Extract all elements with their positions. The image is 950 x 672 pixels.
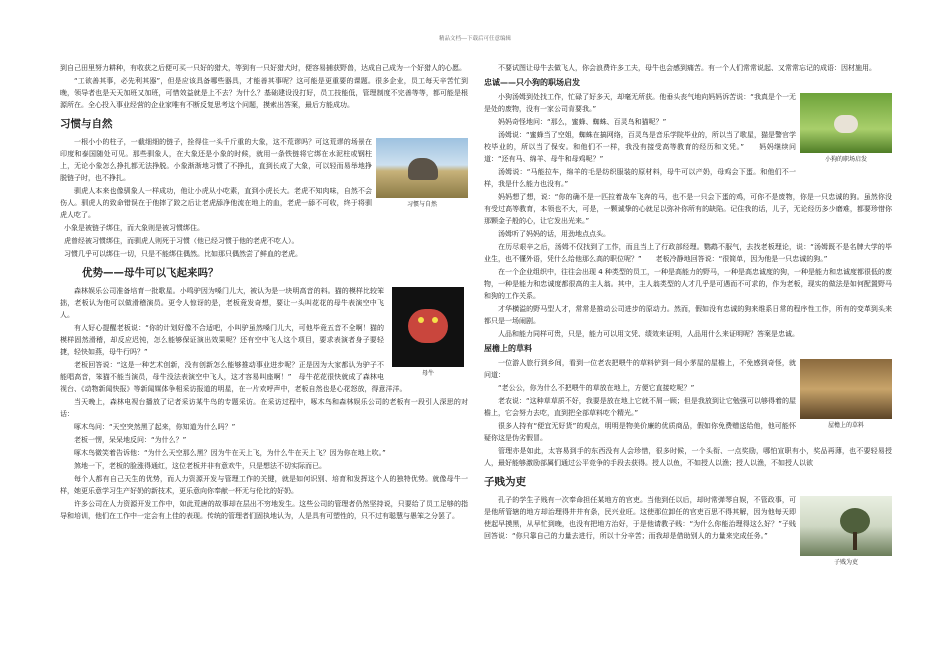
left-column <box>60 62 468 523</box>
body-paragraph: 有人好心提醒老板说：“你的计划好像不合适吧，小叫驴虽然嗓门儿大，可他毕竟五音不全啊！猫的模样固然滑稽，却反应迟钝，怎么能够保证演出效果呢？还有空中飞人这个项目，要求表演者身子要轻捷，轻快如燕，母牛行吗？” <box>60 324 384 356</box>
body-paragraph: 驯虎人本来也像驯象人一样成功，他让小虎从小吃素，直到小虎长大。老虎不知肉味，自然不会伤人。驯虎人的致命错误在于他摔了跤之后让老虎舔净他流在地上的血，老虎一舔不可收，终于将驯虎人吃了。 <box>60 187 372 219</box>
body-paragraph: 当天晚上，森林电视台播放了记者采访某牛鸟的专题采访。在采访过程中，啄木鸟和森林娱乐公司的老板有一段引人深思的对话： <box>60 398 468 418</box>
body-paragraph: 一位游人旅行到乡间，看到一位老农把喂牛的草料铲到一间小茅屋的屋檐上，不免感到奇怪，就问道： <box>484 359 796 379</box>
body-paragraph: 在历尽艰辛之后，汤姆不仅找到了工作，而且当上了行政部经理。鹦鹉不服气，去找老板理论，说：“汤姆既不是名牌大学的毕业生，也不懂外语，凭什么给他那么高的职位呢？” 老板冷静地回答说：“很简单，因为他是一只忠诚的狗。” <box>484 243 892 263</box>
body-line: 习惯几乎可以绑住一切，只是不能绑住偶然。比如那只偶然尝了鲜血的老虎。 <box>64 250 302 258</box>
body-paragraph: 妈妈想了想，说：“你的确不是一匹拉着战车飞奔的马，也不是一只会下蛋的鸡，可你不是废物，你是一只忠诚的狗。虽然你没有受过高等教育，本领也不大，可是，一颗诚挚的心就足以弥补你所有的缺陷。记住我的话，儿子，无论经历多少磨难，都要珍惜你那颗金子般的心，让它发出光来。” <box>484 193 892 225</box>
right-column <box>484 62 892 570</box>
body-paragraph: 很多人持有“便宜无好货”的观点，明明是物美价廉的优质商品，假如你免费赠送给他，他可能怀疑你这是伪劣假冒。 <box>484 422 796 442</box>
roof-fodder-image <box>800 359 892 419</box>
page-header: 精品文档---下载后可任意编辑 <box>439 36 511 42</box>
body-paragraph: “老公公，你为什么不把喂牛的草放在地上，方便它直接吃呢？” <box>498 384 695 392</box>
body-paragraph: 一根小小的柱子，一截细细的链子，拴得住一头千斤重的大象，这不荒谬吗？可这荒谬的场景在印度和泰国随处可见。那些驯象人，在大象还是小象的时候，就用一条铁链将它绑在水泥柱或钢柱上，无论小象怎么挣扎都无法挣脱。小象渐渐地习惯了不挣扎，直到长成了大象，可以轻而易举地挣脱链子时，也不挣扎。 <box>60 138 372 182</box>
figure-elephant <box>376 138 468 209</box>
figure-dog <box>800 93 892 164</box>
figure-caption: 小狗的职场启发 <box>824 156 867 163</box>
intro-paragraph: 不要试图让母牛去做飞人，你会浪费许多工夫，母牛也会感到痛苦。有一个人们常常说起、又常常忘记的成语：因材施用。 <box>498 64 876 72</box>
cow-image <box>392 287 464 367</box>
body-paragraph: 小狗汤姆到处找工作，忙碌了好多天，却毫无所获。他垂头丧气地向妈妈诉苦说：“我真是个一无是处的废物，没有一家公司肯要我。” <box>484 93 796 113</box>
figure-caption: 母牛 <box>421 370 434 377</box>
section-title-zijian: 子贱为吏 <box>484 476 526 488</box>
elephant-image <box>376 138 468 198</box>
body-paragraph: 在一个企业组织中，往往会出现 4 种类型的员工，一种是高能力的野马，一种是高忠诚度的狗，一种是能力和忠诚度都很低的废物，一种是能力和忠诚度都很高的主人翁。其中，主人翁类型的人才几乎是可遇而不可求的，作为老板，现实的做法是如何配置野马和狗的工作关系。 <box>484 268 892 300</box>
figure-tree <box>800 496 892 567</box>
body-paragraph: 老农说：“这种草草质不好，我要是放在地上它就不屑一顾；但是我放到让它勉强可以够得着的屋檐上，它会努力去吃，直到把全部草料吃个精光。” <box>484 397 796 417</box>
body-paragraph: 汤姆说：“马能拉车，绵羊的毛是纺织服装的原材料，母牛可以产奶，母鸡会下蛋。和他们不一样，我是什么能力也没有。” <box>484 168 796 188</box>
intro-paragraph: “工欲善其事，必先利其器”，但是应该具备哪些器具，才能善其事呢？这可能是更重要的课题。很多企业，员工每天辛苦忙到晚，领导者也是天天加班又加班，可惜效益就是上不去？为什么？基础建设没打好，员工技能低，管理制度不完善等等，都可能是根源所在。全心投入事业经营的企业家唯有不断反复思考这个问题，摸索出答案，最后方能成功。 <box>60 77 468 109</box>
body-paragraph: 汤姆听了妈妈的话，用劲地点点头。 <box>498 230 610 238</box>
intro-paragraph: 到自己田里努力耕种，有收获之后便可买一只好的猎犬，等到有一只好猎犬时，便容易捕获野兽，达成自己成为一个好猎人的心愿。 <box>60 64 466 72</box>
body-paragraph: 每个人都有自己天生的优势，而人力资源开发与管理工作的关键，就是如何识别、培育和发挥这个人的独特优势。就像母牛一样，她更乐意学习生产好奶的新技术，更乐意向你奉献一杯无与伦比的好奶。 <box>60 475 468 495</box>
body-paragraph: 管理亦是如此，太容易到手的东西没有人会珍惜，很多时候，一个头衔、一点奖励，哪怕宣职有小，奖品再薄，也不要轻易授人，最好能够激励部属们通过公平竞争的手段去获得。授人以鱼，不如授人以渔；授人以渔，不如授人以欲 <box>484 447 892 467</box>
section-title-habit: 习惯与自然 <box>60 118 113 130</box>
body-paragraph: 才华横溢的野马型人才，常常是推动公司进步的原动力。然而，假如没有忠诚的狗来维系日常的程序性工作，所有的变革到头来都只是一场闹剧。 <box>484 305 892 325</box>
figure-cow <box>388 287 468 378</box>
body-paragraph: 啄木鸟微笑着告诉他：“为什么天空那么黑？因为牛在天上飞，为什么牛在天上飞？因为你在地上吹。” <box>74 449 386 457</box>
body-line: 虎曾经被习惯绑住，而驯虎人则死于习惯（他已经习惯于他的老虎不吃人）。 <box>64 237 299 245</box>
figure-caption: 习惯与自然 <box>406 201 437 208</box>
body-paragraph: 妈妈奇怪地问：“那么，蜜蜂、蜘蛛、百灵鸟和猫呢？” <box>498 118 667 126</box>
figure-roof <box>800 359 892 430</box>
body-paragraph: 煞地一下，老板的脸涨得通红，这位老板并非有意欢牛，只是想法不切实际而已。 <box>74 462 326 470</box>
section-title-roof-fodder: 屋檐上的草料 <box>484 344 532 353</box>
body-paragraph: 汤姆说：“蜜蜂当了空姐，蜘蛛在搞网络，百灵鸟是音乐学院毕业的，所以当了歌星，猫是警官学校毕业的，所以当了保安。和他们不一样，我没有接受高等教育的经历和文凭。” 妈妈继续问道：“还有马、绵羊、母牛和母鸡呢？” <box>484 131 796 163</box>
body-paragraph: 老板回答说：“这是一种艺术创新，没有创新怎么能够推动事业进步呢？正是因为大家都认为驴子不能唱高音，笨猫不能当演员，母牛没法表演空中飞人，这才容易叫座啊！” 母牛花花很快就成了森林电视台、《动物新闻快报》等新闻媒体争相采访报道的明星，在一片欢呼声中，老板自然也是心花怒放，得意洋洋。 <box>60 361 407 393</box>
dog-image <box>800 93 892 153</box>
body-paragraph: 许多公司在人力资源开发工作中，如此荒唐的故事却在层出不穷地发生。这些公司的管理者仍然坚持说，只要给了员工足够的指导和培训，他们在工作中一定会有上佳的表现。传统的管理者们固执地认为，人是具有可塑性的，只不过有聪慧与愚笨之分罢了。 <box>60 500 468 520</box>
body-paragraph: 人品和能力同样可贵，只是，能力可以用文凭、绩效来证明，人品用什么来证明呢？答案是忠诚。 <box>498 330 799 338</box>
tree-image <box>800 496 892 556</box>
body-paragraph: 孔子的学生子贱有一次奉命担任某地方的官吏。当他到任以后，却时常弹琴自娱，不管政事，可是他所管辖的地方却治理得井井有条，民兴业旺。这使那位卸任的官吏百思不得其解，因为他每天即使起早摸黑，从早忙到晚，也没有把地方治好，于是他请教子贱：“为什么你能治理得这么好？”子贱回答说：“你只靠自己的力量去进行，所以十分辛苦；而我却是借助别人的力量来完成任务。” <box>484 496 796 540</box>
body-line: 小象是被链子绑住，而大象则是被习惯绑住。 <box>64 224 204 232</box>
body-paragraph: 森林娱乐公司准备培育一批歌星。小鸣驴因为嗓门儿大，被认为是一块明高音的料。猫的模样比较笨拙，老板认为他可以做滑稽演员。更令人惊讶的是，老板竟发奇想，要让一头叫花花的母牛表演空中飞人。 <box>60 287 384 319</box>
body-paragraph: 老板一愣，呆呆地反问：“为什么？” <box>74 436 187 444</box>
figure-caption: 子贱为吏 <box>833 559 858 566</box>
figure-caption: 屋檐上的草料 <box>827 422 864 429</box>
section-title-loyalty: 忠诚——只小狗的职场启发 <box>484 78 580 87</box>
body-paragraph: 啄木鸟问：“天空突然黑了起来，你知道为什么吗？” <box>74 423 236 431</box>
section-title-advantage: 优势——母牛可以飞起来吗？ <box>82 267 219 279</box>
